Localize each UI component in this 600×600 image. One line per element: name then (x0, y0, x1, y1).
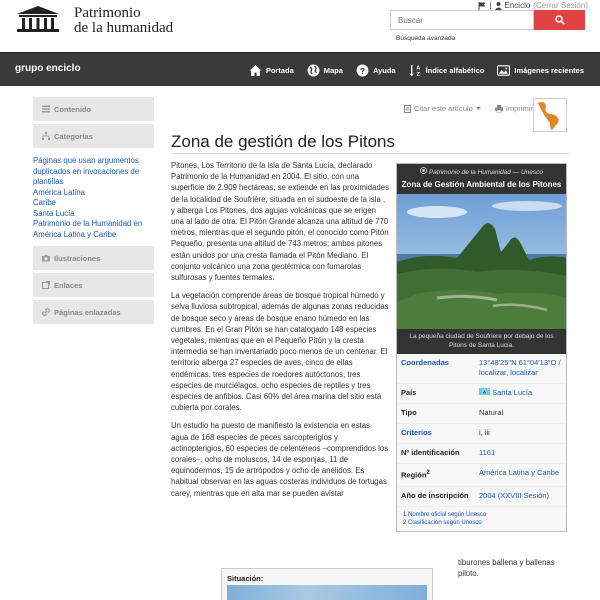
username[interactable]: Enciclo (504, 1, 531, 10)
category-link[interactable]: Patrimonio de la Humanidad en América Latina y Caribe (33, 219, 143, 239)
infobox-title: Zona de Gestión Ambiental de los Pitones (401, 180, 562, 189)
category-links (33, 151, 154, 246)
situacion-map[interactable] (227, 585, 427, 600)
advanced-search-link[interactable]: Búsqueda avanzada (396, 35, 456, 42)
row-value (479, 448, 562, 458)
page-title: Zona de gestión de los Pitons (171, 132, 395, 151)
site-logo-text[interactable] (74, 6, 173, 36)
search-button[interactable] (534, 10, 585, 30)
row-key (401, 468, 479, 481)
inscription-link[interactable]: 2004 (XXVIII Sesión) (479, 490, 550, 500)
temple-logo-icon[interactable] (15, 5, 61, 33)
infobox-row-coordenadas (397, 354, 566, 384)
sidebar-paginas-enlazadas[interactable] (33, 300, 154, 324)
coordinates-link[interactable]: 13°48′25″N 61°04′13″O / localizar, localizar (479, 358, 561, 377)
main-navbar (0, 52, 600, 86)
article-tools (404, 104, 533, 113)
country-link[interactable]: Santa Lucía (492, 388, 533, 397)
flag-icon[interactable] (478, 2, 486, 10)
infobox-row-inscripcion (397, 487, 566, 507)
infobox-row-region (397, 464, 566, 487)
print-label: Imprimir (505, 104, 533, 113)
sidebar-paginas-enlazadas-label: Páginas enlazadas (54, 307, 121, 317)
svg-text:A: A (415, 64, 420, 71)
infobox-row-criterios (397, 424, 566, 444)
nav-imagenes[interactable] (497, 64, 584, 77)
images-icon (497, 64, 510, 77)
user-bar (478, 1, 588, 10)
sidebar-contenido-label: Contenido (54, 104, 92, 114)
category-link[interactable]: Páginas que usan argumentos duplicados en invocaciones de plantillas (33, 156, 140, 186)
location-map-thumbnail[interactable] (533, 98, 567, 132)
nav-ayuda[interactable] (356, 64, 396, 77)
row-key[interactable]: Criterios (401, 428, 432, 437)
search-form (390, 10, 585, 30)
infobox-row-pais (397, 384, 566, 404)
category-link[interactable]: Caribe (33, 198, 56, 207)
logout-label: Cerrar Sesión (535, 1, 586, 10)
category-link[interactable]: América Latina (33, 187, 86, 197)
row-key: Año de inscripción (401, 490, 469, 500)
footnote-marker[interactable]: 2 (426, 469, 430, 476)
article-continuation: tiburones ballena y ballenas piloto. (458, 558, 555, 579)
list-icon (42, 105, 50, 113)
nav-portada-label: Portada (265, 65, 294, 75)
sitemap-icon (42, 132, 50, 140)
sort-alpha-icon (409, 64, 422, 77)
sidebar-enlaces-label: Enlaces (54, 280, 83, 290)
sidebar-categorias-label: Categorías (54, 131, 93, 141)
row-key: Nº identificación (401, 448, 460, 457)
infobox-subheader-label: Patrimonio de la Humanidad — Unesco (428, 169, 543, 176)
sidebar-categorias[interactable] (33, 124, 154, 148)
id-link[interactable]: 1161 (479, 448, 496, 457)
nav-indice[interactable] (409, 64, 485, 77)
logout-link[interactable]: (Cerrar Sesión) (533, 1, 588, 10)
sidebar-contenido[interactable] (33, 97, 154, 121)
sidebar-ilustraciones[interactable] (33, 246, 154, 270)
help-icon (356, 64, 369, 77)
row-key[interactable]: Coordenadas (401, 358, 449, 367)
row-key: País (401, 388, 417, 397)
nav-mapa[interactable] (307, 64, 343, 77)
pitons-photo[interactable] (397, 194, 566, 329)
infobox-subheader (401, 167, 562, 176)
sidebar (33, 97, 154, 327)
note-item (403, 519, 560, 527)
sidebar-ilustraciones-label: Ilustraciones (54, 253, 101, 263)
row-value: Natural (479, 408, 504, 417)
pitons-landscape-image (397, 194, 566, 329)
infobox-row-identificacion (397, 444, 566, 464)
row-value (479, 468, 562, 481)
user-icon (495, 2, 502, 10)
row-value (479, 358, 562, 378)
note-number: 2 (403, 519, 407, 526)
infobox (396, 163, 567, 532)
article-paragraph: La vegetación comprende áreas de bosque tropical húmedo y selva lluviosa subtropical, además de algunas zonas reducidas de bosque seco y áreas de bosque enano húmedo en las cumbres. En el Gran Pitón se han catalogado 148 especies vegetales, mientras que en el Pequeño Pitón y la cresta intermedia se han inventariado poco menos de un centenar. El territorio alberga 27 especies de aves, cinco de ellas endémicas, tres especies de roedores autóctonos, tres especies de murciélagos, ocho especies de reptiles y tres especies de anfibios. Casi 60% del área marina del sitio está cubierta por corales. (171, 291, 389, 413)
article-paragraph: Pitones, Los Territorio de la isla de Santa Lucía, declarado Patrimonio de la Humanidad en 2004. El sitio, con una superficie de 2.909 hectáreas, se extiende en las proximidades de la localidad de Soufrière, situada en el sudoeste de la isla , y alberga Los Pitones, dos agujas volcánicas que se erigen una al lado de otra. El Pitón Grande alcanza una altitud de 770 metros, mientras que el segundo pitón, el conocido como Pitón Pequeño, presenta una altitud de 743 metros; ambos pitones están unidos por una cresta llamada el Pitón Mediano. El conjunto volcánico una zona geotérmica con fumarolas sulfurosas y fuentes termales. (171, 161, 390, 283)
row-value: i, iii (479, 428, 490, 437)
link-icon (42, 308, 50, 316)
print-icon (495, 105, 503, 113)
nav-indice-label: Índice alfabético (425, 65, 485, 75)
note-item (403, 511, 560, 519)
search-input[interactable] (390, 10, 534, 30)
brand-label[interactable]: grupo enciclo (15, 63, 81, 74)
globe-icon (307, 64, 320, 77)
region-key-label: Región (401, 470, 427, 480)
title-divider (171, 153, 569, 154)
category-link[interactable]: Santa Lucía (33, 208, 75, 218)
caret-down-icon (476, 107, 481, 111)
row-value (479, 491, 562, 501)
print-button[interactable] (495, 104, 533, 113)
nav-portada[interactable] (249, 64, 294, 77)
saint-lucia-flag-icon (479, 388, 490, 395)
external-link-icon (42, 281, 50, 289)
cite-button[interactable] (404, 104, 481, 113)
situacion-label: Situación: (227, 574, 264, 583)
unesco-emblem-icon (420, 167, 427, 174)
nav-imagenes-label: Imágenes recientes (514, 65, 584, 75)
nav-ayuda-label: Ayuda (372, 65, 396, 75)
row-key: Tipo (401, 408, 417, 417)
camera-icon (42, 254, 50, 262)
row-value (479, 388, 562, 398)
note-number: 1 (403, 511, 407, 518)
search-icon (555, 15, 565, 25)
infobox-notes (397, 507, 566, 531)
logo-line-2: de la humanidad (74, 20, 174, 36)
nav-mapa-label: Mapa (323, 65, 343, 75)
cite-label: Citar este artículo (414, 104, 473, 113)
svg-text:?: ? (359, 65, 366, 76)
site-header (0, 0, 600, 52)
svg-text:Z: Z (416, 71, 420, 77)
infobox-caption: La pequeña ciudad de Soufriere por debajo de los Pitons de Santa Lucia. (397, 329, 566, 354)
region-link[interactable]: América Latina y Caribe (479, 468, 560, 477)
note-link[interactable]: Nombre oficial según Unesco (408, 511, 487, 518)
document-icon (404, 105, 411, 113)
separator: | (489, 1, 492, 10)
sidebar-enlaces[interactable] (33, 273, 154, 297)
logo-line-1: Patrimonio (74, 5, 141, 21)
home-icon (249, 64, 262, 77)
article-paragraph: Un estudio ha puesto de manifiesto la existencia en estas agua de 168 especies de peces sarcopterigios y actinopterigios, 60 especies de celentéreos –comprendidos los corales–, ocho de moluscos, 14 de esponjas, 11 de equinodermos, 15 de artrópodos y ocho de anélidos. Es habitual observar en las aguas costeras individuos de tortugas carey, mientras que en alta mar se pueden avistar (171, 421, 389, 498)
infobox-row-tipo (397, 404, 566, 424)
situacion-box (221, 568, 433, 600)
article-body (171, 160, 389, 506)
note-link[interactable]: Clasificación según Unesco (408, 519, 482, 526)
infobox-header (397, 164, 566, 194)
americas-map-icon (534, 99, 566, 131)
